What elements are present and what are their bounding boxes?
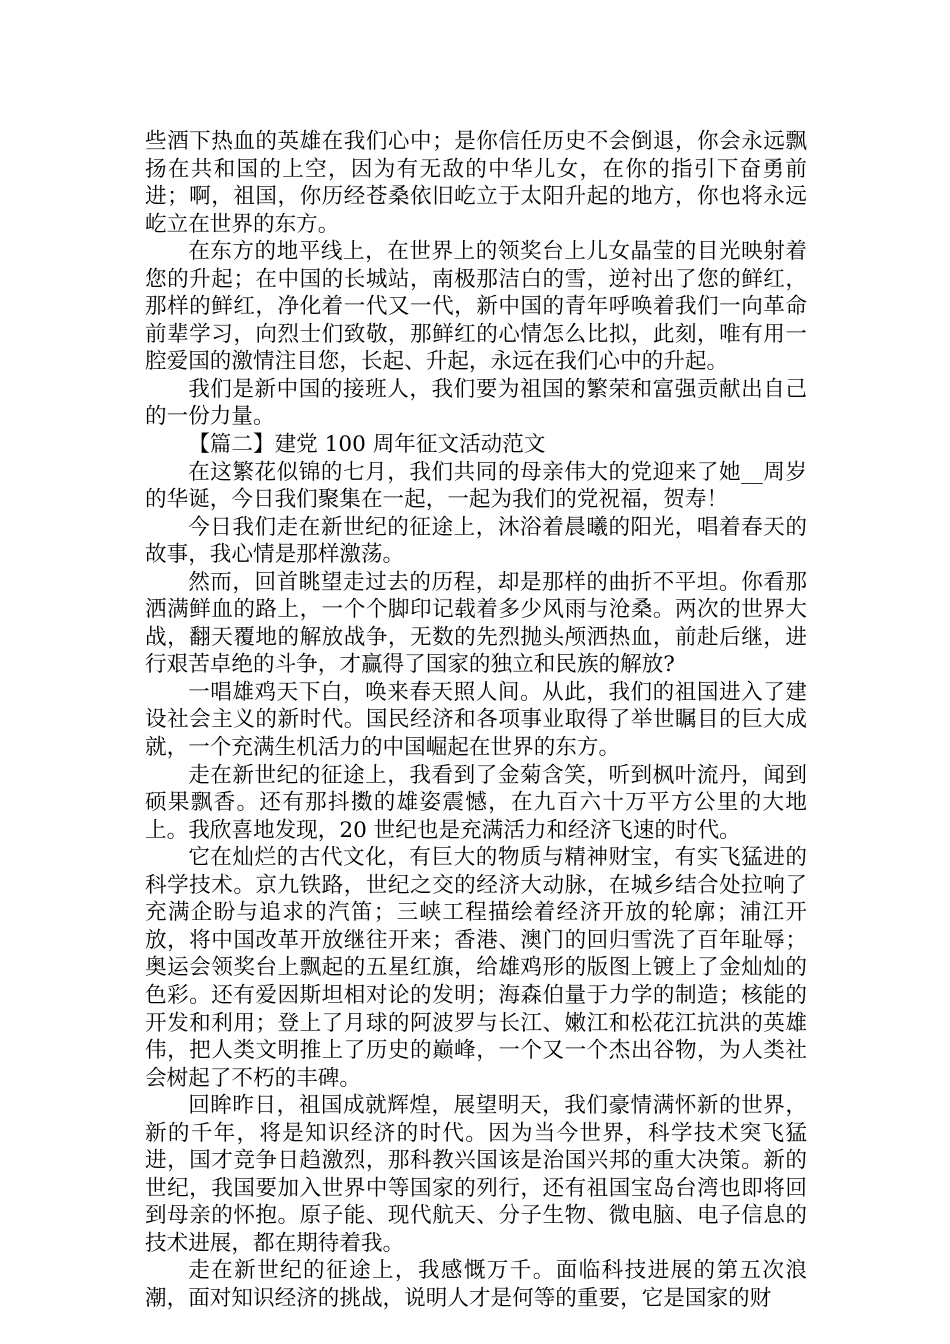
paragraph-1: 些酒下热血的英雄在我们心中；是你信任历史不会倒退，你会永远飘扬在共和国的上空，因为有无敌的中华儿女，在你的指引下奋勇前进；啊，祖国，你历经苍桑依旧屹立于太阳升起的地方，你也将永远屹立在世界的东方。 bbox=[145, 129, 807, 237]
paragraph-3: 我们是新中国的接班人，我们要为祖国的繁荣和富强贡献出自己的一份力量。 bbox=[145, 376, 807, 430]
paragraph-10: 它在灿烂的古代文化，有巨大的物质与精神财宝，有实飞猛进的科学技术。京九铁路，世纪之交的经济大动脉，在城乡结合处拉响了充满企盼与追求的汽笛；三峡工程描绘着经济开放的轮廓；浦江开放，将中国改革开放继往开来；香港、澳门的回归雪洗了百年耻辱；奥运会领奖台上飘起的五星红旗，给雄鸡形的版图上镀上了金灿灿的色彩。还有爱因斯坦相对论的发明；海森伯量于力学的制造；核能的开发和利用；登上了月球的阿波罗与长江、嫩江和松花江抗洪的英雄伟，把人类文明推上了历史的巅峰，一个又一个杰出谷物，为人类社会树起了不朽的丰碑。 bbox=[145, 845, 807, 1091]
paragraph-12: 走在新世纪的征途上，我感慨万千。面临科技进展的第五次浪潮，面对知识经济的挑战，说明人才是何等的重要，它是国家的财 bbox=[145, 1258, 807, 1311]
paragraph-7: 然而，回首眺望走过去的历程，却是那样的曲折不平坦。你看那洒满鲜血的路上，一个个脚印记载着多少风雨与沧桑。两次的世界大战，翻天覆地的解放战争，无数的先烈抛头颅洒热血，前赴后继，进行艰苦卓绝的斗争，才赢得了国家的独立和民族的解放? bbox=[145, 569, 807, 678]
paragraph-8: 一唱雄鸡天下白，唤来春天照人间。从此，我们的祖国进入了建设社会主义的新时代。国民经济和各项事业取得了举世瞩目的巨大成就，一个充满生机活力的中国崛起在世界的东方。 bbox=[145, 679, 807, 761]
paragraph-11: 回眸昨日，祖国成就辉煌，展望明天，我们豪情满怀新的世界，新的千年，将是知识经济的时代。因为当今世界，科学技术突飞猛进，国才竞争日趋激烈，那科教兴国该是治国兴邦的重大决策。新的世纪，我国要加入世界中等国家的列行，还有祖国宝岛台湾也即将回到母亲的怀抱。原子能、现代航天、分子生物、微电脑、电子信息的技术进展，都在期待着我。 bbox=[145, 1093, 807, 1256]
paragraph-5: 在这繁花似锦的七月，我们共同的母亲伟大的党迎来了她__周岁的华诞，今日我们聚集在一起，一起为我们的党祝福，贺寿！ bbox=[145, 459, 807, 513]
paragraph-9: 走在新世纪的征途上，我看到了金菊含笑，听到枫叶流丹，闻到硕果飘香。还有那抖擞的雄姿震憾，在九百六十万平方公里的大地上。我欣喜地发现，20 世纪也是充满活力和经济飞速的时代。 bbox=[145, 762, 807, 843]
document-page bbox=[145, 128, 807, 1313]
paragraph-6: 今日我们走在新世纪的征途上，沐浴着晨曦的阳光，唱着春天的故事，我心情是那样激荡。 bbox=[145, 514, 807, 568]
section-heading: 【篇二】建党 100 周年征文活动范文 bbox=[188, 432, 546, 458]
paragraph-2: 在东方的地平线上，在世界上的领奖台上儿女晶莹的目光映射着您的升起；在中国的长城站，南极那洁白的雪，逆衬出了您的鲜红，那样的鲜红，净化着一代又一代，新中国的青年呼唤着我们一向革命前辈学习，向烈士们致敬，那鲜红的心情怎么比拟，此刻，唯有用一腔爱国的激情注目您，长起、升起，永远在我们心中的升起。 bbox=[145, 239, 807, 375]
